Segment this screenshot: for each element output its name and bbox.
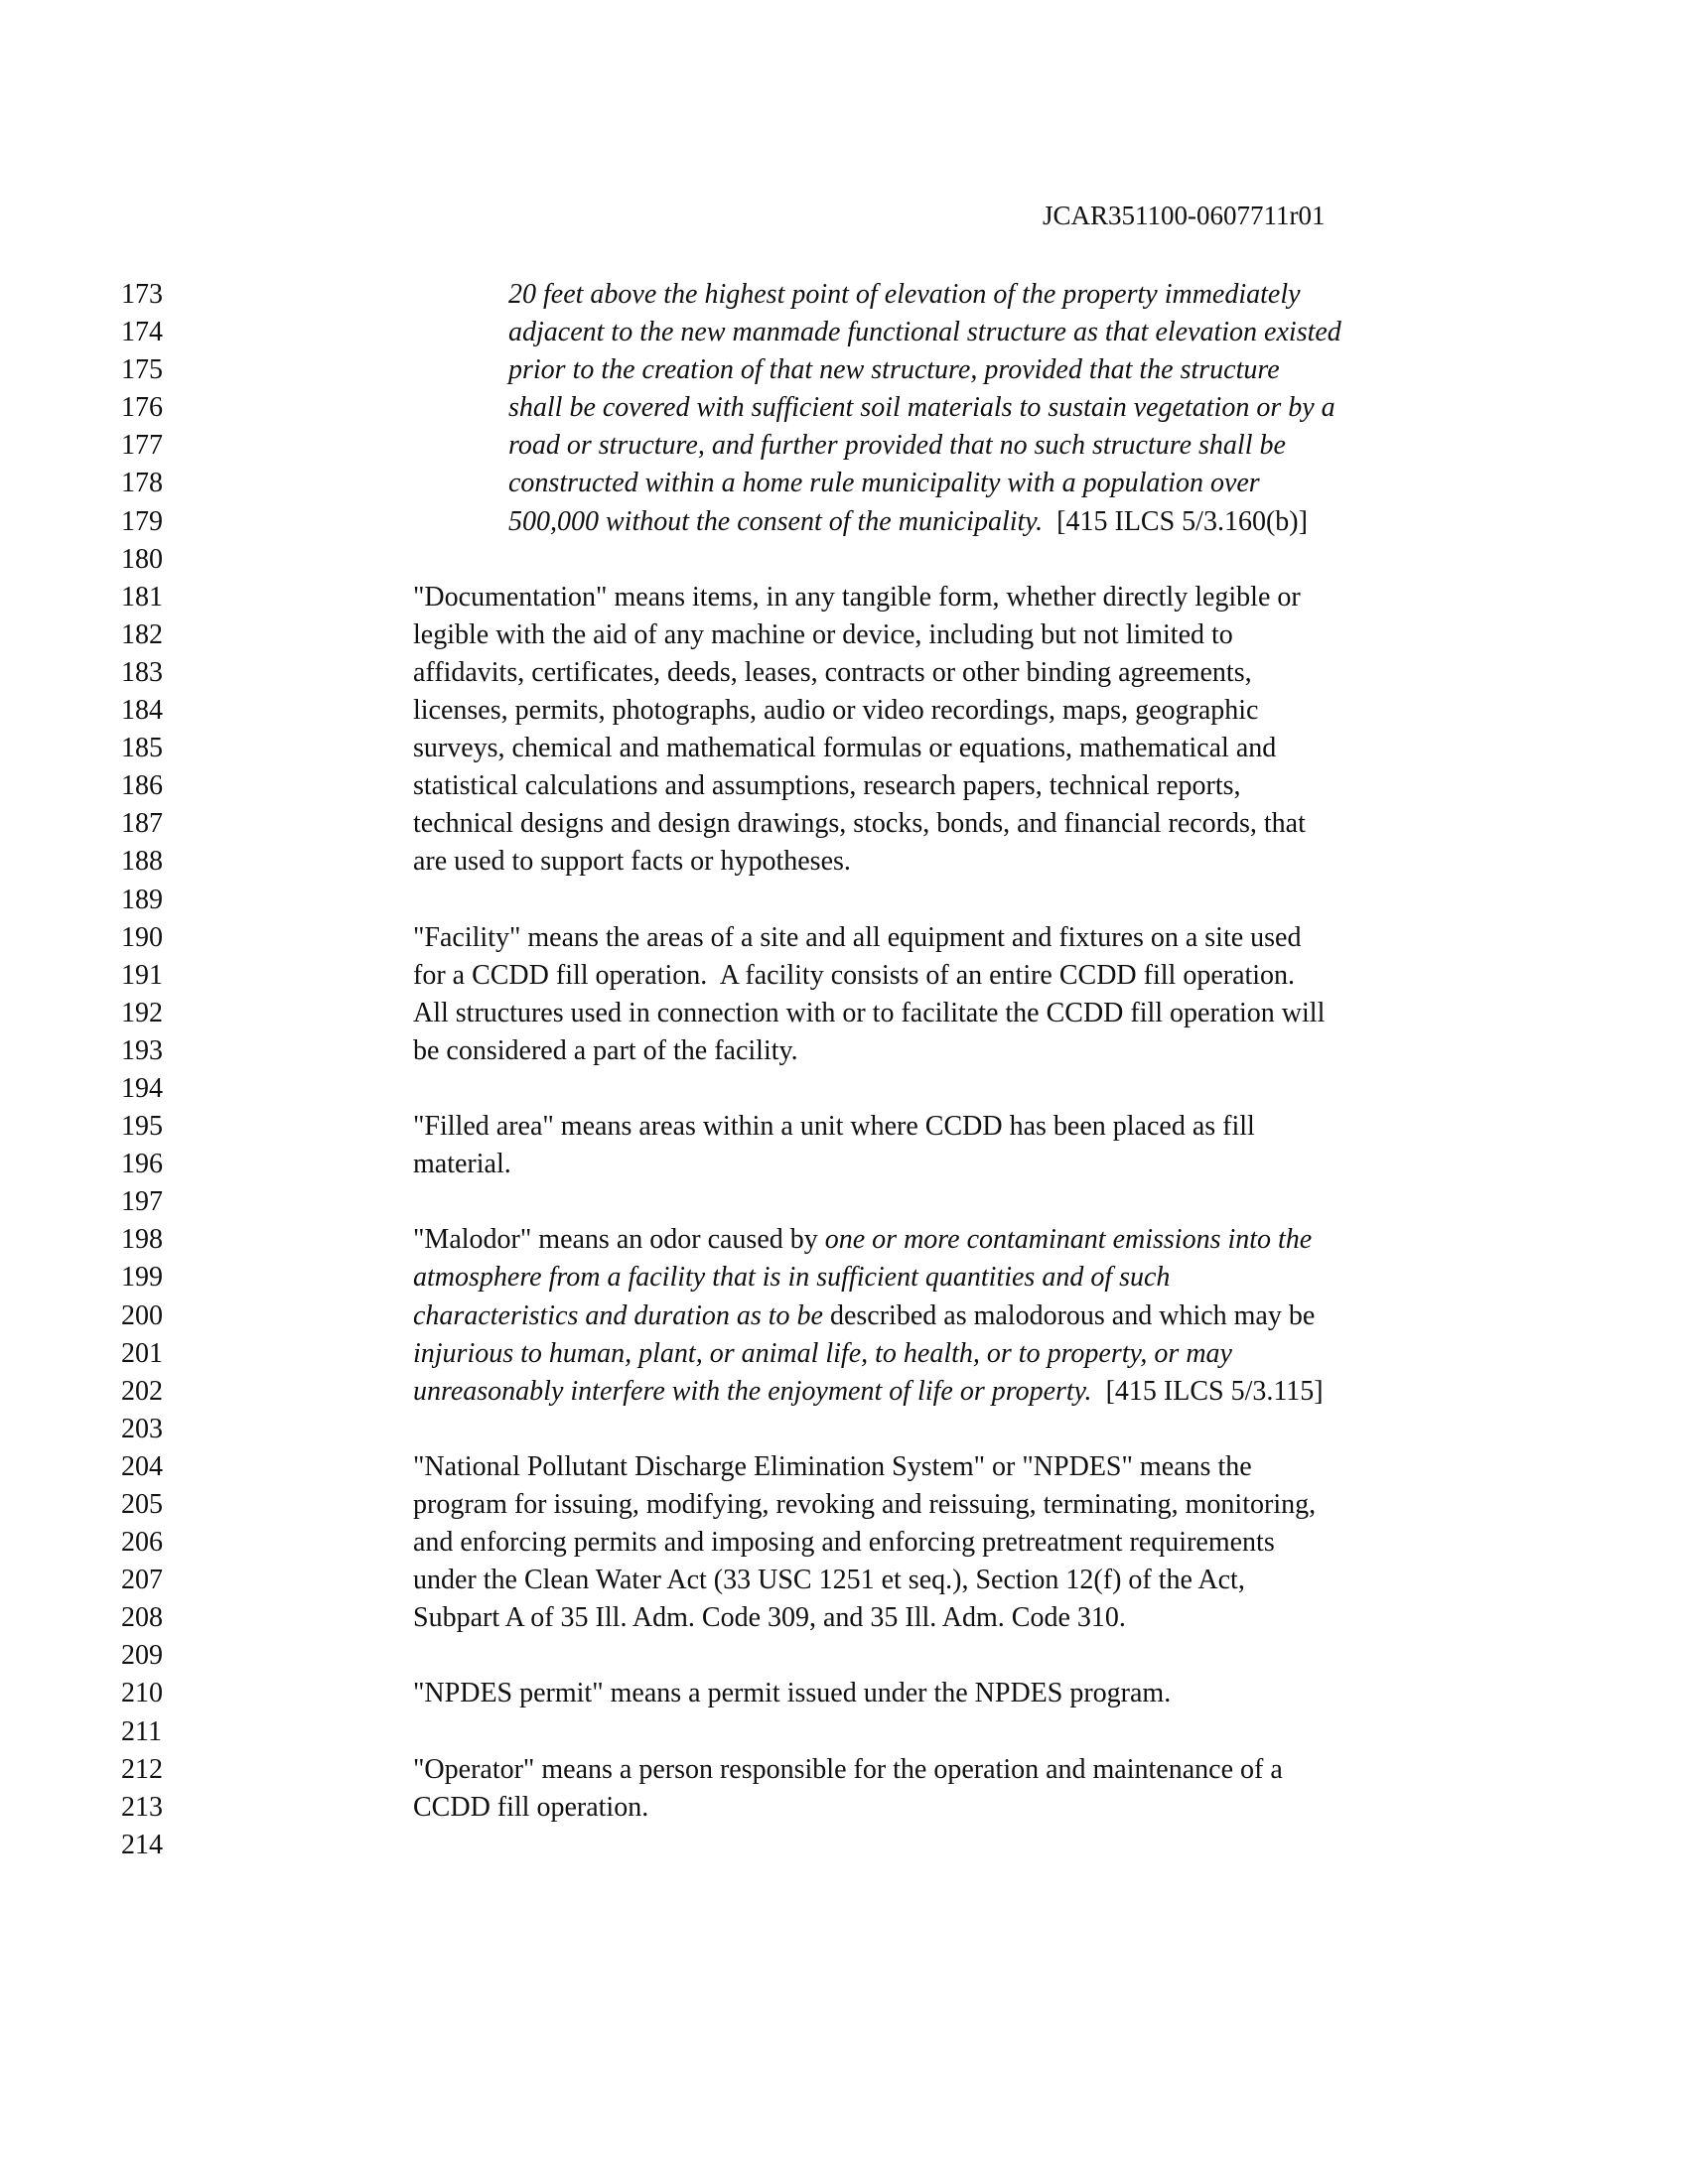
plain-text: program for issuing, modifying, revoking and reissuing, terminating, monitoring,: [413, 1489, 1317, 1520]
line-text: [508, 503, 1308, 541]
line-text: [413, 1751, 1283, 1789]
line-text: [413, 1335, 1232, 1373]
plain-text: material.: [413, 1149, 511, 1180]
line-text: [413, 730, 1276, 767]
italic-statute-text: one or more contaminant emissions into the: [824, 1224, 1313, 1256]
document-line: [0, 995, 1684, 1032]
line-text: [413, 579, 1301, 616]
line-number: 204: [121, 1450, 163, 1482]
line-text: [413, 1221, 1312, 1259]
line-text: [413, 767, 1241, 805]
line-number: 184: [121, 695, 163, 727]
document-line: [0, 1373, 1684, 1411]
line-text: [413, 1524, 1275, 1562]
plain-text: be considered a part of the facility.: [413, 1034, 798, 1066]
line-number: 208: [121, 1602, 163, 1634]
line-number: 214: [121, 1829, 163, 1860]
line-text: [413, 1032, 798, 1070]
plain-text: CCDD fill operation.: [413, 1791, 649, 1823]
line-number: 203: [121, 1413, 163, 1444]
line-number: 194: [121, 1072, 163, 1104]
document-line: [0, 1448, 1684, 1486]
line-text: [413, 1373, 1324, 1411]
document-line: [0, 882, 1684, 919]
line-text: [508, 314, 1341, 351]
line-number: 198: [121, 1224, 163, 1256]
line-text: [413, 1599, 1126, 1637]
plain-text: technical designs and design drawings, stocks, bonds, and financial records, that: [413, 808, 1306, 840]
document-line: [0, 1108, 1684, 1146]
line-number: 181: [121, 581, 163, 613]
italic-statute-text: shall be covered with sufficient soil materials to sustain vegetation or by a: [508, 392, 1335, 424]
plain-text: licenses, permits, photographs, audio or video recordings, maps, geographic: [413, 695, 1259, 727]
plain-text: "Filled area" means areas within a unit where CCDD has been placed as fill: [413, 1111, 1255, 1143]
line-text: [413, 995, 1325, 1032]
plain-text: "Malodor" means an odor caused by: [413, 1224, 825, 1256]
line-text: [413, 1108, 1255, 1146]
line-text: [413, 1448, 1252, 1486]
line-number: 183: [121, 656, 163, 688]
plain-text: "Facility" means the areas of a site and all equipment and fixtures on a site used: [413, 921, 1302, 953]
document-line: [0, 730, 1684, 767]
line-text: [508, 389, 1335, 427]
plain-text: statistical calculations and assumptions, research papers, technical reports,: [413, 770, 1241, 802]
document-line: [0, 1146, 1684, 1183]
plain-text: "Operator" means a person responsible for the operation and maintenance of a: [413, 1753, 1283, 1785]
document-line: [0, 1183, 1684, 1221]
line-number: 176: [121, 392, 163, 424]
line-text: [413, 1297, 1315, 1335]
italic-statute-text: road or structure, and further provided that no such structure shall be: [508, 430, 1286, 462]
line-text: [413, 843, 851, 881]
document-line: [0, 1297, 1684, 1335]
document-line: [0, 1032, 1684, 1070]
document-line: [0, 1335, 1684, 1373]
plain-text: legible with the aid of any machine or device, including but not limited to: [413, 618, 1233, 650]
document-line: [0, 767, 1684, 805]
document-line: [0, 1713, 1684, 1751]
plain-text: surveys, chemical and mathematical formulas or equations, mathematical and: [413, 733, 1277, 764]
italic-statute-text: prior to the creation of that new structure, provided that the structure: [508, 354, 1280, 386]
line-text: [413, 692, 1258, 730]
line-number: 179: [121, 505, 163, 537]
numbered-text-body: [0, 276, 1684, 1864]
line-number: 193: [121, 1034, 163, 1066]
line-number: 182: [121, 618, 163, 650]
document-line: [0, 579, 1684, 616]
document-line: [0, 1486, 1684, 1524]
line-number: 213: [121, 1791, 163, 1823]
italic-statute-text: constructed within a home rule municipality with a population over: [508, 468, 1260, 499]
italic-statute-text: atmosphere from a facility that is in sufficient quantities and of such: [413, 1262, 1171, 1294]
line-number: 196: [121, 1149, 163, 1180]
document-line: [0, 503, 1684, 541]
plain-text: "Documentation" means items, in any tangible form, whether directly legible or: [413, 581, 1301, 613]
plain-text: "National Pollutant Discharge Elimination System" or "NPDES" means the: [413, 1450, 1252, 1482]
line-text: [508, 465, 1260, 502]
document-line: [0, 541, 1684, 579]
plain-text: affidavits, certificates, deeds, leases, contracts or other binding agreements,: [413, 656, 1252, 688]
plain-text: "NPDES permit" means a permit issued under the NPDES program.: [413, 1678, 1172, 1709]
line-number: 202: [121, 1375, 163, 1407]
document-line: [0, 843, 1684, 881]
italic-statute-text: adjacent to the new manmade functional structure as that elevation existed: [508, 317, 1341, 348]
plain-text: described as malodorous and which may be: [822, 1299, 1316, 1331]
line-number: 188: [121, 846, 163, 878]
line-number: 189: [121, 884, 163, 915]
plain-text: under the Clean Water Act (33 USC 1251 et seq.), Section 12(f) of the Act,: [413, 1565, 1245, 1596]
line-number: 206: [121, 1527, 163, 1559]
line-text: [508, 427, 1286, 465]
line-number: 180: [121, 543, 163, 575]
document-line: [0, 1411, 1684, 1448]
line-text: [413, 1259, 1170, 1297]
line-number: 191: [121, 959, 163, 991]
plain-text: All structures used in connection with or to facilitate the CCDD fill operation will: [413, 997, 1326, 1028]
document-line: [0, 1524, 1684, 1562]
line-number: 186: [121, 770, 163, 802]
italic-statute-text: injurious to human, plant, or animal life, to health, or to property, or may: [413, 1337, 1232, 1369]
line-number: 187: [121, 808, 163, 840]
document-line: [0, 957, 1684, 995]
line-number: 185: [121, 733, 163, 764]
line-text: [413, 805, 1306, 843]
italic-statute-text: unreasonably interfere with the enjoyment of life or property.: [413, 1375, 1092, 1407]
document-id-header: JCAR351100-0607711r01: [1043, 201, 1326, 230]
plain-text: and enforcing permits and imposing and enforcing pretreatment requirements: [413, 1527, 1275, 1559]
italic-statute-text: 20 feet above the highest point of elevation of the property immediately: [508, 279, 1301, 310]
line-text: [413, 616, 1233, 654]
document-line: [0, 465, 1684, 502]
document-line: [0, 1562, 1684, 1599]
document-line: [0, 1259, 1684, 1297]
document-line: [0, 616, 1684, 654]
line-number: 197: [121, 1186, 163, 1218]
line-number: 210: [121, 1678, 163, 1709]
line-number: 177: [121, 430, 163, 462]
document-line: [0, 805, 1684, 843]
line-text: [508, 351, 1280, 389]
document-line: [0, 1070, 1684, 1108]
line-text: [508, 276, 1301, 314]
document-line: [0, 1599, 1684, 1637]
line-text: [413, 1486, 1316, 1524]
line-number: 190: [121, 921, 163, 953]
line-number: 178: [121, 468, 163, 499]
line-number: 174: [121, 317, 163, 348]
line-number: 211: [121, 1715, 162, 1747]
plain-text: Subpart A of 35 Ill. Adm. Code 309, and 35 Ill. Adm. Code 310.: [413, 1602, 1126, 1634]
line-text: [413, 1146, 511, 1183]
document-line: [0, 919, 1684, 957]
document-line: [0, 1637, 1684, 1675]
plain-text: [415 ILCS 5/3.160(b)]: [1043, 505, 1308, 537]
italic-statute-text: characteristics and duration as to be: [413, 1299, 823, 1331]
line-number: 209: [121, 1640, 163, 1672]
document-line: [0, 389, 1684, 427]
document-line: [0, 351, 1684, 389]
document-line: [0, 1675, 1684, 1712]
line-text: [413, 654, 1252, 692]
line-number: 207: [121, 1565, 163, 1596]
plain-text: for a CCDD fill operation. A facility consists of an entire CCDD fill operation.: [413, 959, 1296, 991]
document-line: [0, 1827, 1684, 1864]
line-text: [413, 1562, 1245, 1599]
plain-text: [415 ILCS 5/3.115]: [1091, 1375, 1324, 1407]
line-text: [413, 957, 1295, 995]
plain-text: are used to support facts or hypotheses.: [413, 846, 851, 878]
document-line: [0, 654, 1684, 692]
line-number: 205: [121, 1489, 163, 1520]
document-line: [0, 1789, 1684, 1827]
line-number: 200: [121, 1299, 163, 1331]
line-number: 195: [121, 1111, 163, 1143]
document-line: [0, 692, 1684, 730]
line-number: 175: [121, 354, 163, 386]
line-number: 199: [121, 1262, 163, 1294]
line-text: [413, 1789, 648, 1827]
italic-statute-text: 500,000 without the consent of the municipality.: [508, 505, 1044, 537]
line-number: 173: [121, 279, 163, 310]
document-line: [0, 276, 1684, 314]
document-line: [0, 1751, 1684, 1789]
line-number: 201: [121, 1337, 163, 1369]
document-line: [0, 314, 1684, 351]
line-text: [413, 919, 1301, 957]
document-line: [0, 427, 1684, 465]
document-line: [0, 1221, 1684, 1259]
line-text: [413, 1675, 1171, 1712]
line-number: 192: [121, 997, 163, 1028]
line-number: 212: [121, 1753, 163, 1785]
